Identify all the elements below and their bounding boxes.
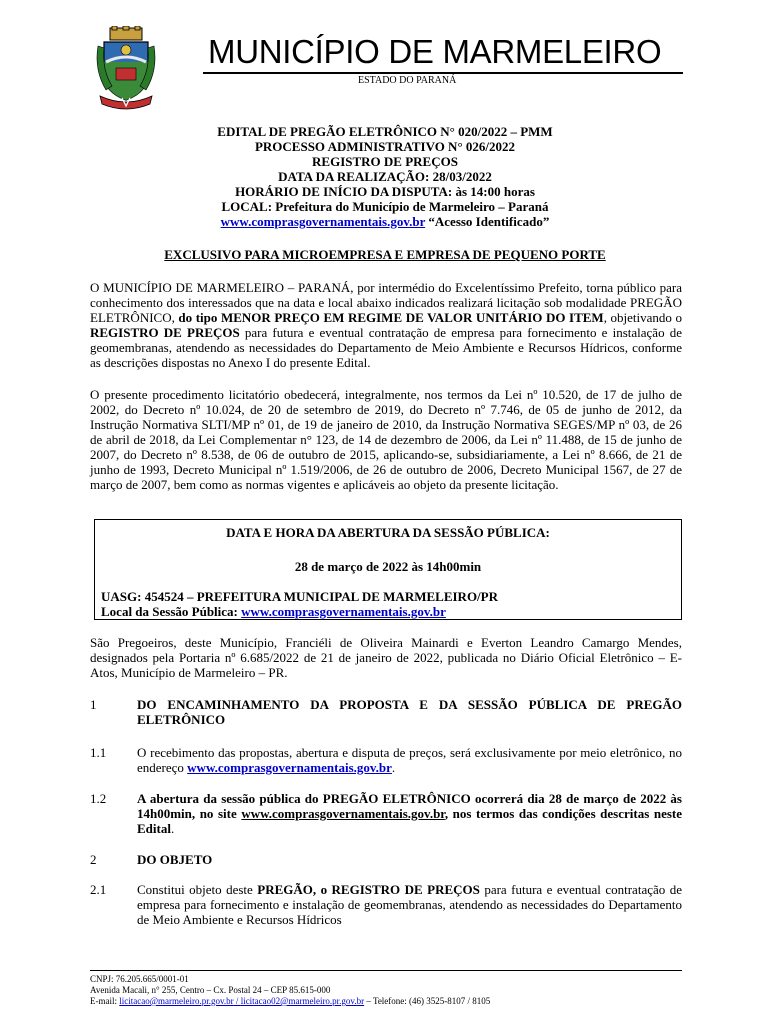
intro-paragraph bbox=[90, 280, 682, 370]
location-line: LOCAL: Prefeitura do Município de Marmeleiro – Paraná bbox=[221, 199, 549, 214]
realization-date: DATA DA REALIZAÇÃO: 28/03/2022 bbox=[278, 169, 492, 184]
session-date: 28 de março de 2022 às 14h00min bbox=[294, 559, 482, 574]
exclusive-notice: EXCLUSIVO PARA MICROEMPRESA E EMPRESA DE PEQUENO PORTE bbox=[164, 247, 606, 262]
footer-divider bbox=[90, 970, 682, 971]
section-heading: DO ENCAMINHAMENTO DA PROPOSTA E DA SESSÃO PÚBLICA DE PREGÃO ELETRÔNICO bbox=[137, 697, 682, 727]
municipality-title: MUNICÍPIO DE MARMELEIRO bbox=[208, 33, 662, 70]
intro-text-e: para futura e eventual contratação de empresa para fornecimento e instalação de geomembranas, atendendo as necessidades do Departamento de Meio Ambiente e Recursos Hídricos, conforme as descrições dispostas no Anexo I do presente Edital. bbox=[90, 325, 682, 370]
dispute-start-time: HORÁRIO DE INÍCIO DA DISPUTA: às 14:00 horas bbox=[235, 184, 535, 199]
pregoeiros-paragraph: São Pregoeiros, deste Município, Franciéli de Oliveira Mainardi e Everton Leandro Camargo Mendes, designados pela Portaria nº 6.685/2022 de 21 de janeiro de 2022, publicada no Diário Oficial Eletrônico – E-Atos, Município de Marmeleiro – PR. bbox=[90, 635, 682, 680]
registry-type: REGISTRO DE PREÇOS bbox=[312, 154, 458, 169]
edital-header-block bbox=[90, 124, 680, 229]
footer-email-label: E-mail: bbox=[90, 996, 120, 1006]
section-text bbox=[137, 791, 682, 836]
session-location-label: Local da Sessão Pública: bbox=[101, 604, 242, 619]
section-1-1-link[interactable]: www.comprasgovernamentais.gov.br bbox=[187, 760, 392, 775]
footer-email-1[interactable]: licitacao@marmeleiro.pr.gov.br bbox=[119, 996, 234, 1006]
footer-email-2[interactable]: licitacao02@marmeleiro.pr.gov.br bbox=[240, 996, 365, 1006]
section-1-1 bbox=[90, 745, 682, 775]
intro-text-registry: REGISTRO DE PREÇOS bbox=[90, 325, 240, 340]
section-1-1-end: . bbox=[391, 760, 396, 775]
header-divider bbox=[203, 72, 683, 74]
session-box-title: DATA E HORA DA ABERTURA DA SESSÃO PÚBLICA: bbox=[226, 525, 550, 540]
uasg-line: UASG: 454524 – PREFEITURA MUNICIPAL DE MARMELEIRO/PR bbox=[101, 589, 498, 604]
section-2-1-text-b: PREGÃO, o REGISTRO DE PREÇOS bbox=[257, 882, 480, 897]
section-1-2 bbox=[90, 791, 682, 836]
section-text bbox=[137, 745, 682, 775]
intro-text-a: O MUNICÍPIO DE MARMELEIRO – PARANÁ, por intermédio do Excelentíssimo Prefeito, torna público para conhecimento dos interessados que na data e local abaixo indicados realizará licitação sob modalidade PREGÃO ELETRÔNICO, bbox=[90, 280, 682, 325]
intro-text-type: do tipo MENOR PREÇO EM REGIME DE VALOR UNITÁRIO DO ITEM bbox=[178, 310, 604, 325]
section-1-2-text: A abertura da sessão pública do PREGÃO ELETRÔNICO ocorrerá dia 28 de março de 2022 às 14h00min, no site bbox=[137, 791, 682, 821]
footer-address: Avenida Macali, n° 255, Centro – Cx. Postal 24 – CEP 85.615-000 bbox=[90, 985, 331, 995]
process-number: PROCESSO ADMINISTRATIVO N° 026/2022 bbox=[254, 139, 516, 154]
legal-basis-paragraph: O presente procedimento licitatório obedecerá, integralmente, nos termos da Lei nº 10.520, de 17 de julho de 2002, do Decreto nº 10.024, de 20 de setembro de 2019, do Decreto nº 7.746, de 05 de junho de 2012, da Instrução Normativa SLTI/MP nº 01, de 19 de janeiro de 2010, da Instrução Normativa SEGES/MP nº 03, de 26 de abril de 2018, da Lei Complementar n° 123, de 14 de dezembro de 2006, da Lei nº 11.488, de 15 de junho de 2007, do Decreto nº 8.538, de 06 de outubro de 2015, aplicando-se, subsidiariamente, a Lei nº 8.666, de 21 de junho de 1993, Decreto Municipal nº 1.519/2006, de 26 de outubro de 2006, Decreto Municipal 1567, de 27 de março de 2007, bem como as normas vigentes e aplicáveis ao objeto da presente licitação. bbox=[90, 387, 682, 492]
section-2-1-text-c: para futura e eventual contratação de empresa para fornecimento e instalação de geomembranas, atendendo as necessidades do Departamento de Meio Ambiente e Recursos Hídricos bbox=[137, 882, 682, 927]
footer-email-sep: / bbox=[233, 996, 241, 1006]
portal-link-suffix: “Acesso Identificado” bbox=[425, 214, 550, 229]
section-number: 1.1 bbox=[90, 745, 107, 760]
section-1 bbox=[90, 697, 682, 727]
state-subtitle: ESTADO DO PARANÁ bbox=[358, 75, 457, 86]
portal-link[interactable]: www.comprasgovernamentais.gov.br bbox=[220, 214, 426, 229]
section-2 bbox=[90, 852, 682, 867]
section-1-2-link[interactable]: www.comprasgovernamentais.gov.br bbox=[241, 806, 445, 821]
section-number: 2 bbox=[90, 852, 97, 867]
section-number: 1 bbox=[90, 697, 97, 712]
footer-cnpj: CNPJ: 76.205.665/0001-01 bbox=[90, 974, 189, 984]
portal-line bbox=[90, 214, 680, 229]
municipal-coat-of-arms-icon bbox=[92, 26, 160, 112]
session-info-box bbox=[94, 519, 682, 620]
section-1-2-dot: . bbox=[170, 821, 175, 836]
section-number: 1.2 bbox=[90, 791, 107, 806]
footer-phone: – Telefone: (46) 3525-8107 / 8105 bbox=[364, 996, 491, 1006]
section-number: 2.1 bbox=[90, 882, 107, 897]
section-2-1 bbox=[90, 882, 682, 927]
session-location-link[interactable]: www.comprasgovernamentais.gov.br bbox=[241, 604, 446, 619]
section-1-2-end: , nos termos das condições descritas neste Edital bbox=[137, 806, 682, 836]
intro-text-c: , objetivando o bbox=[603, 310, 682, 325]
section-heading: DO OBJETO bbox=[137, 852, 213, 867]
section-1-1-text: O recebimento das propostas, abertura e disputa de preços, será exclusivamente por meio eletrônico, no endereço bbox=[137, 745, 682, 775]
footer-contact bbox=[90, 996, 490, 1007]
section-text bbox=[137, 882, 682, 927]
session-location-line bbox=[101, 604, 675, 619]
edital-number: EDITAL DE PREGÃO ELETRÔNICO N° 020/2022 – PMM bbox=[217, 124, 553, 139]
section-2-1-text-a: Constitui objeto deste bbox=[137, 882, 258, 897]
footer bbox=[90, 974, 490, 1007]
